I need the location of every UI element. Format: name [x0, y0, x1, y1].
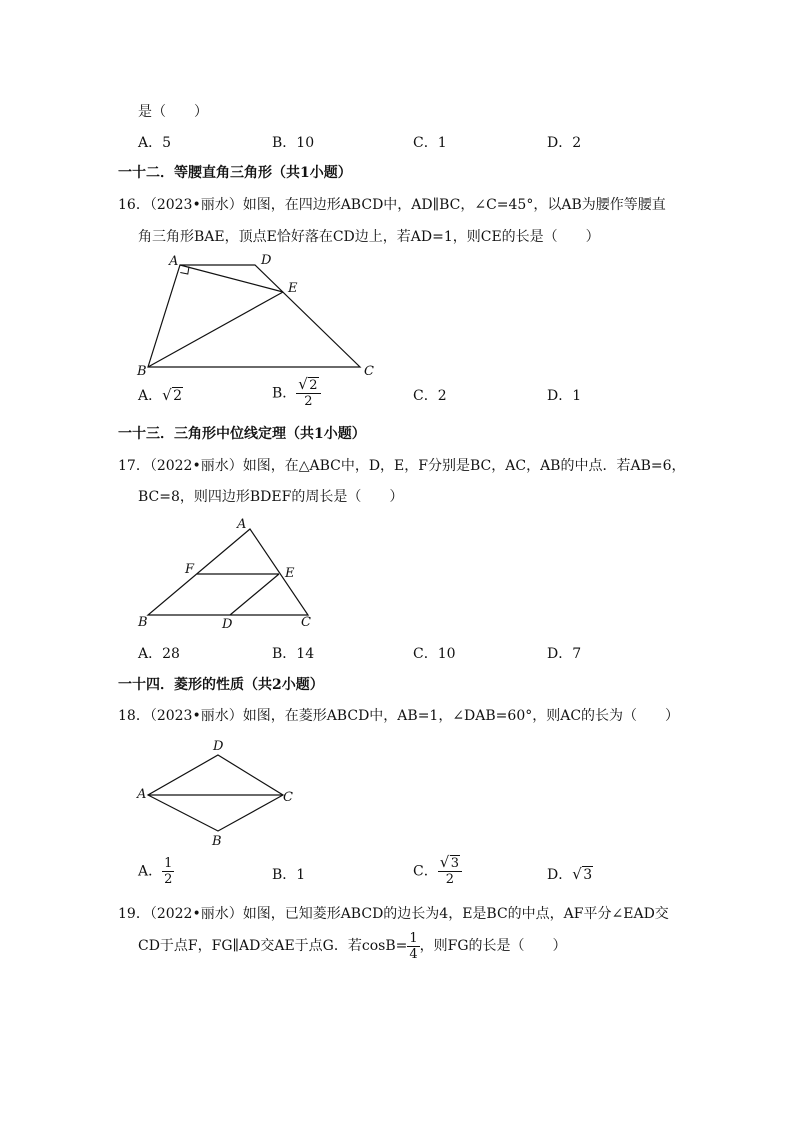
- q16-text-line1: 16．（2023•丽水）如图，在四边形ABCD中，AD∥BC，∠C=45°，以AB为腰作等腰直: [118, 197, 666, 213]
- q18-text-line1: 18．（2023•丽水）如图，在菱形ABCD中，AB=1，∠DAB=60°，则AC的长为（ ）: [118, 708, 680, 724]
- section-title-12: 一十二．等腰直角三角形（共1小题）: [118, 165, 352, 181]
- fraction: √ $\frac{3}{2}$: [438, 856, 462, 887]
- q18-label-b: B: [212, 834, 222, 849]
- q18-figure: [130, 733, 310, 853]
- q17-label-a: A: [237, 517, 247, 532]
- fraction: $\frac{1}{4}$: [409, 930, 418, 962]
- q17-option-c[interactable]: C．10: [413, 646, 456, 662]
- section-title-14: 一十四．菱形的性质（共2小题）: [118, 677, 324, 693]
- fraction: √ $\frac{2}{2}$: [296, 378, 320, 409]
- q18-label-c: C: [283, 790, 293, 805]
- q16-label-c: C: [364, 364, 374, 379]
- q17-label-c: C: [301, 615, 311, 630]
- q17-option-a[interactable]: A．28: [138, 646, 180, 662]
- q17-figure: [130, 512, 330, 637]
- q19-text-line2: CD于点F，FG∥AD交AE于点G．若cosB= $\frac{1}{4}$ ，则FG的长是（ ）: [138, 930, 567, 962]
- q17-label-e: E: [285, 566, 295, 581]
- sqrt-symbol: √ 3: [572, 865, 593, 885]
- q17-label-b: B: [138, 615, 148, 630]
- q15-option-d[interactable]: D．2: [547, 135, 582, 151]
- q18-rhombus: [148, 755, 283, 831]
- q16-option-c[interactable]: C．2: [413, 388, 447, 404]
- q17-label-d: D: [222, 617, 233, 632]
- q16-option-b[interactable]: B． √ $\frac{2}{2}$: [272, 378, 321, 409]
- sqrt-symbol: √ 2: [298, 378, 318, 393]
- q17-label-f: F: [185, 562, 195, 577]
- q16-label-e: E: [288, 281, 298, 296]
- q15-option-c[interactable]: C．1: [413, 135, 447, 151]
- q18-option-b[interactable]: B．1: [272, 867, 306, 883]
- q17-segment-de: [230, 574, 279, 615]
- q16-label-d: D: [261, 253, 272, 268]
- q16-label-b: B: [137, 364, 147, 379]
- q19-text-line1: 19．（2022•丽水）如图，已知菱形ABCD的边长为4，E是BC的中点，AF平分∠EAD交: [118, 906, 669, 922]
- q17-option-b[interactable]: B．14: [272, 646, 315, 662]
- q18-option-a[interactable]: A． $\frac{1}{2}$: [138, 856, 173, 887]
- q17-option-d[interactable]: D．7: [547, 646, 582, 662]
- fraction: $\frac{1}{2}$: [164, 856, 173, 887]
- q15-option-a[interactable]: A．5: [138, 135, 172, 151]
- q16-figure: [130, 250, 390, 380]
- q15-continuation: 是（ ）: [138, 104, 208, 120]
- q18-label-d: D: [213, 739, 224, 754]
- sqrt-symbol: √ 3: [440, 856, 460, 871]
- sqrt-symbol: √ 2: [162, 386, 183, 406]
- q16-option-d[interactable]: D．1: [547, 388, 582, 404]
- q17-text-line2: BC=8，则四边形BDEF的周长是（ ）: [138, 489, 404, 505]
- q16-segment-ae: [180, 265, 283, 292]
- q16-label-a: A: [169, 254, 179, 269]
- q17-triangle: [148, 529, 308, 615]
- section-title-13: 一十三．三角形中位线定理（共1小题）: [118, 426, 366, 442]
- q16-option-a[interactable]: A．√ 2: [138, 386, 183, 406]
- q15-option-b[interactable]: B．10: [272, 135, 315, 151]
- q16-quadrilateral: [148, 265, 360, 367]
- q17-text-line1: 17．（2022•丽水）如图，在△ABC中，D，E，F分别是BC，AC，AB的中点．若AB=6，: [118, 458, 686, 474]
- q16-text-line2: 角三角形BAE，顶点E恰好落在CD边上，若AD=1，则CE的长是（ ）: [138, 229, 600, 245]
- q18-label-a: A: [137, 787, 147, 802]
- q18-option-c[interactable]: C． √ $\frac{3}{2}$: [413, 856, 462, 887]
- q18-option-d[interactable]: D．√ 3: [547, 865, 593, 885]
